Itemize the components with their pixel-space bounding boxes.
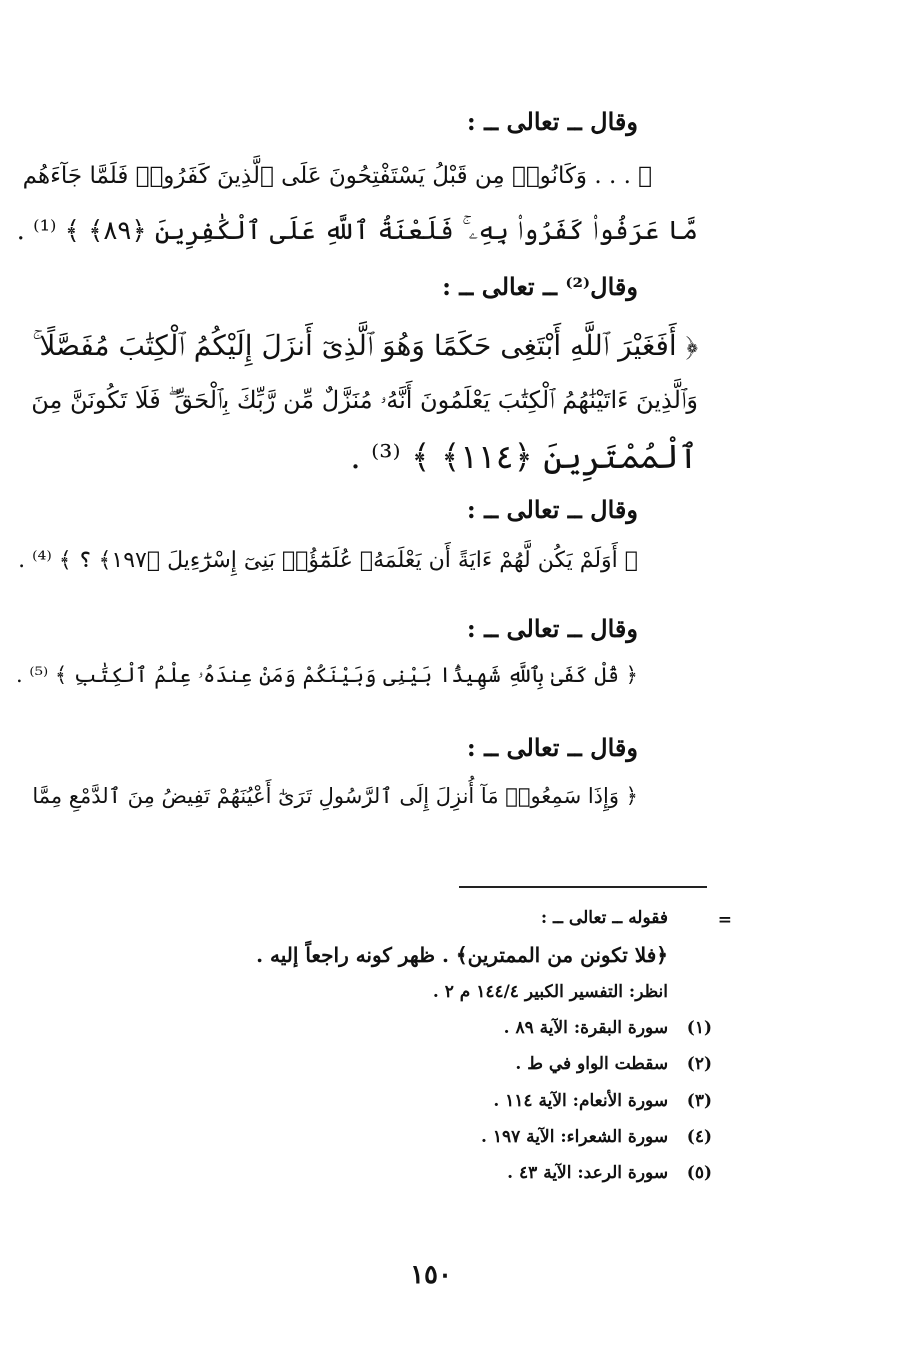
verse-intro: وقال ــ تعالى ــ :: [466, 733, 638, 762]
verse-intro: وقال⁽²⁾ ــ تعالى ــ :: [442, 272, 638, 301]
footnote-item: [493, 1093, 712, 1110]
footnote-item: [515, 1056, 712, 1073]
footnote-number: (٣): [686, 1091, 712, 1111]
verse-line: وَٱلَّذِينَ ءَاتَيْنَٰهُمُ ٱلْكِتَٰبَ يَعْلَمُونَ أَنَّهُۥ مُنَزَّلٌ مِّن رَّبِّكَ بِٱلْحَقِّ ۖ فَلَا تَكُونَنَّ مِنَ: [31, 386, 698, 414]
footnote-continuation-line: فقوله ــ تعالى ــ :: [540, 908, 668, 928]
continuation-mark: =: [717, 910, 732, 930]
footnote-number: (٤): [686, 1127, 712, 1147]
verse-line: ﴿ أَوَلَمْ يَكُن لَّهُمْ ءَايَةً أَن يَعْلَمَهُۥ عُلَمَٰٓؤُا۟ بَنِىٓ إِسْرَٰٓءِيلَ ﴿١٩٧﴾ ؟ ﴾ ⁽⁴⁾ .: [18, 548, 638, 573]
footnote-item: [481, 1129, 712, 1146]
footnote-number: (١): [686, 1018, 712, 1038]
footnote-item: [504, 1020, 712, 1037]
verse-intro: وقال ــ تعالى ــ :: [466, 107, 638, 136]
footnote-text: سورة الشعراء: الآية ١٩٧ .: [481, 1127, 669, 1147]
verse-line: ﴿ أَفَغَيْرَ ٱللَّهِ أَبْتَغِى حَكَمًا وَهُوَ ٱلَّذِىٓ أَنزَلَ إِلَيْكُمُ ٱلْكِتَٰبَ مُفَصَّلًا ۚ: [32, 329, 698, 362]
footnote-text: سورة الأنعام: الآية ١١٤ .: [493, 1091, 669, 1111]
page-number: ١٥٠: [410, 1260, 452, 1290]
verse-line: ﴿ . . . وَكَانُوا۟ مِن قَبْلُ يَسْتَفْتِحُونَ عَلَى ٱلَّذِينَ كَفَرُوا۟ فَلَمَّا جَآءَهُم: [22, 163, 652, 189]
verse-line: ﴿ قُلْ كَفَىٰ بِٱللَّهِ شَهِيدًۢا بَيْنِى وَبَيْنَكُمْ وَمَنْ عِندَهُۥ عِلْمُ ٱلْكِتَٰبِ ﴾ ⁽⁵⁾ .: [16, 663, 638, 687]
footnote-continuation-line: انظر: التفسير الكبير ١٤٤/٤ م ٢ .: [432, 982, 668, 1002]
verse-line: ﴿ وَإِذَا سَمِعُوا۟ مَآ أُنزِلَ إِلَى ٱلرَّسُولِ تَرَىٰٓ أَعْيُنَهُمْ تَفِيضُ مِنَ ٱلدَّمْعِ مِمَّا: [32, 784, 638, 808]
verse-line: ٱلْمُمْتَرِينَ ﴿١١٤﴾ ﴾ ⁽³⁾ .: [350, 437, 698, 476]
footnote-text: سورة البقرة: الآية ٨٩ .: [503, 1018, 669, 1038]
verse-line: مَّا عَرَفُوا۟ كَفَرُوا۟ بِهِۦ ۚ فَلَعْنَةُ ٱللَّهِ عَلَى ٱلْكَٰفِرِينَ ﴿٨٩﴾ ﴾ ⁽¹⁾ .: [16, 216, 698, 246]
footnote-separator: [459, 886, 707, 888]
footnote-number: (٢): [686, 1054, 712, 1074]
footnote-item: [507, 1165, 712, 1182]
footnote-text: سقطت الواو في ط .: [515, 1054, 669, 1074]
footnote-continuation-line: ﴿فلا تكونن من الممترين﴾ . ظهر كونه راجعاً إليه .: [256, 943, 668, 967]
footnote-number: (٥): [686, 1163, 712, 1183]
verse-intro: وقال ــ تعالى ــ :: [466, 614, 638, 643]
verse-intro: وقال ــ تعالى ــ :: [466, 495, 638, 524]
footnote-text: سورة الرعد: الآية ٤٣ .: [507, 1163, 669, 1183]
